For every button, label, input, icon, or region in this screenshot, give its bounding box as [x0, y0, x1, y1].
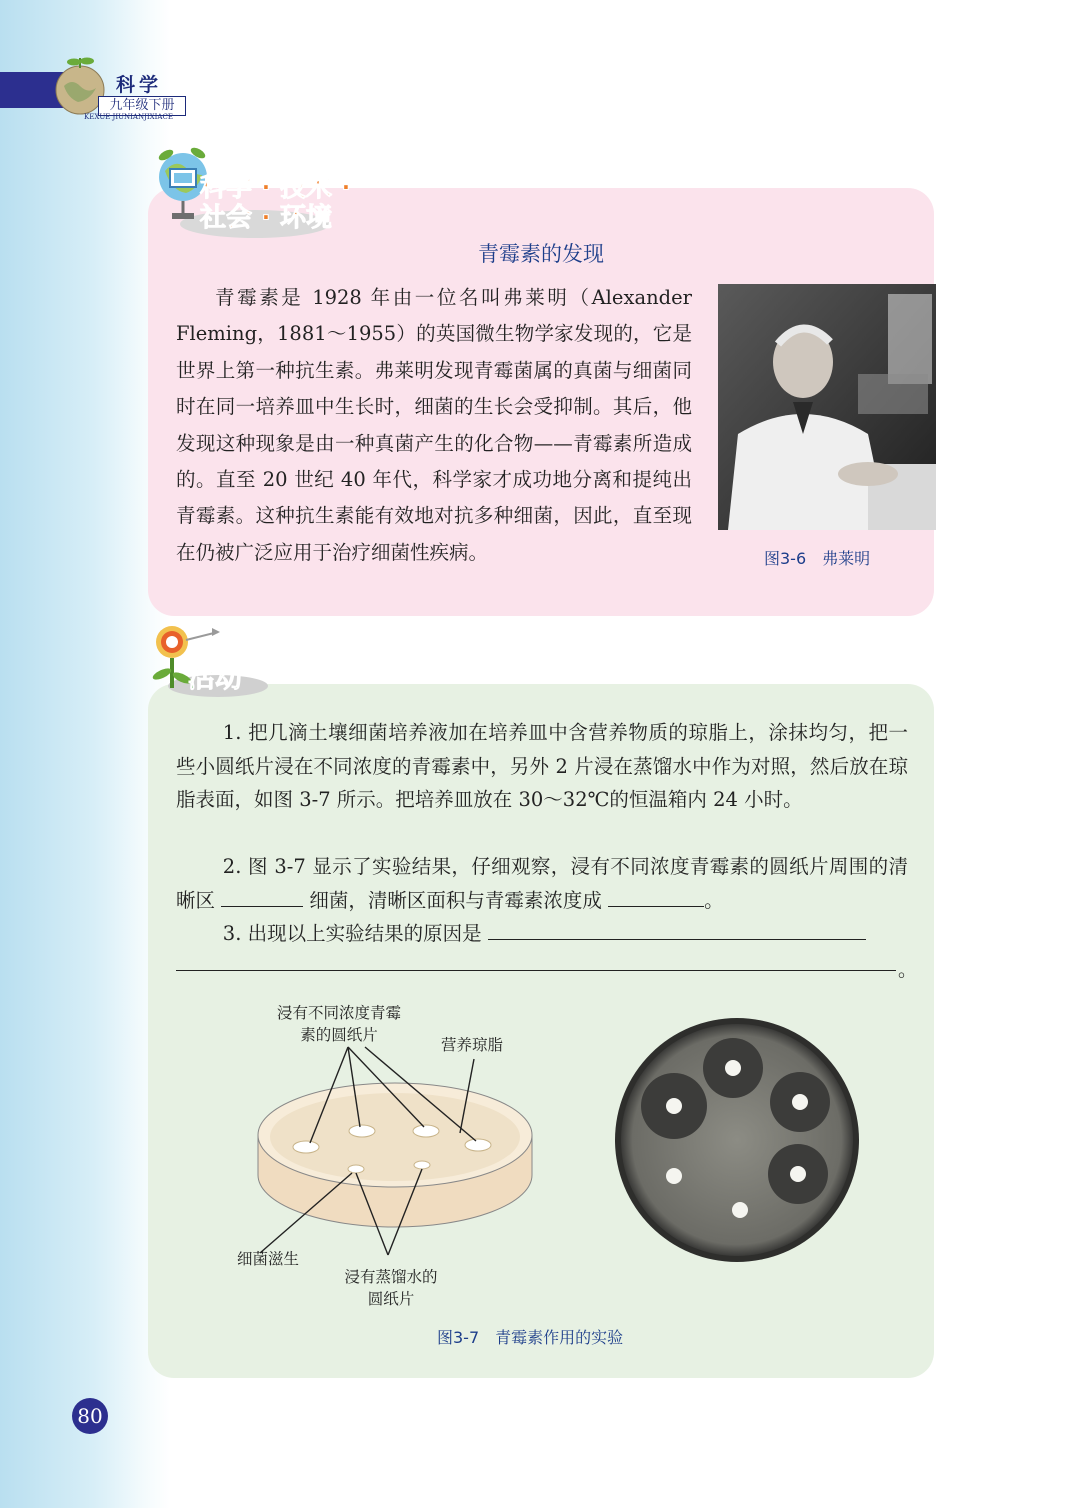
page-number: 80	[72, 1398, 108, 1434]
answer-blank-3[interactable]	[488, 919, 866, 940]
label-penicillin-line1: 浸有不同浓度青霉	[276, 1004, 401, 1022]
activity-step-1: 1. 把几滴土壤细菌培养液加在培养皿中含营养物质的琼脂上，涂抹均匀，把一些小圆纸片浸在不同浓度的青霉素中，另外 2 片浸在蒸馏水中作为对照，然后放在琼脂表面，如图 3-7 所示。把培养皿放在 30～32℃的恒温箱内 24 小时。	[176, 721, 908, 811]
label-penicillin-discs	[254, 1002, 424, 1046]
book-subject: 科学	[116, 74, 163, 96]
label-water-line1: 浸有蒸馏水的	[344, 1268, 438, 1286]
fleming-photo	[718, 284, 936, 530]
figure-3-6-caption: 图3-6 弗莱明	[764, 549, 871, 568]
step2-end-mark: 。	[704, 888, 724, 912]
sts-heading-line1: 科学 · 技术 ·	[200, 173, 351, 203]
answer-blank-2[interactable]	[608, 886, 704, 907]
activity-step-2	[176, 850, 908, 917]
step3-text: 3. 出现以上实验结果的原因是	[222, 922, 482, 945]
step2-text-a: 2. 图 3-7 显示了实验结果，仔细观察，浸有不同浓度青霉素的圆纸片周围的清晰区	[176, 855, 908, 912]
sts-section-heading	[200, 173, 351, 233]
answer-blank-3-continuation[interactable]	[176, 970, 896, 971]
label-bacteria: 细菌滋生	[236, 1250, 299, 1268]
step3-end-mark: 。	[898, 959, 918, 981]
step2-text-b: 细菌，清晰区面积与青霉素浓度成	[309, 888, 602, 912]
sts-article-paragraph: 青霉素是 1928 年由一位名叫弗莱明（Alexander Fleming，1881～1955）的英国微生物学家发现的，它是世界上第一种抗生素。弗莱明发现青霉菌属的真菌与细菌同时在同一培养皿中生长时，细菌的生长会受抑制。其后，他发现这种现象是由一种真菌产生的化合物——青霉素所造成的。直至 20 世纪 40 年代，科学家才成功地分离和提纯出青霉素。这种抗生素能有效地对抗多种细菌，因此，直至现在仍被广泛应用于治疗细菌性疾病。	[176, 286, 692, 564]
book-pinyin: KEXUE JIUNIANJIXIACE	[84, 113, 173, 121]
activity-heading: 活动	[188, 663, 242, 694]
activity-step-3	[176, 917, 908, 951]
label-water-line2: 圆纸片	[367, 1290, 415, 1308]
petri-dish-result-photo	[612, 1018, 862, 1263]
answer-blank-1[interactable]	[221, 886, 303, 907]
figure-3-7-caption: 图3-7 青霉素作用的实验	[437, 1328, 624, 1347]
label-agar: 营养琼脂	[440, 1036, 503, 1054]
side-gradient-band	[0, 0, 170, 1508]
sts-article-title: 青霉素的发现	[478, 242, 604, 266]
book-grade: 九年级下册	[98, 96, 186, 116]
label-water-discs	[326, 1266, 456, 1310]
sts-heading-line2: 社会 · 环境	[200, 203, 332, 233]
label-penicillin-line2: 素的圆纸片	[300, 1026, 378, 1044]
